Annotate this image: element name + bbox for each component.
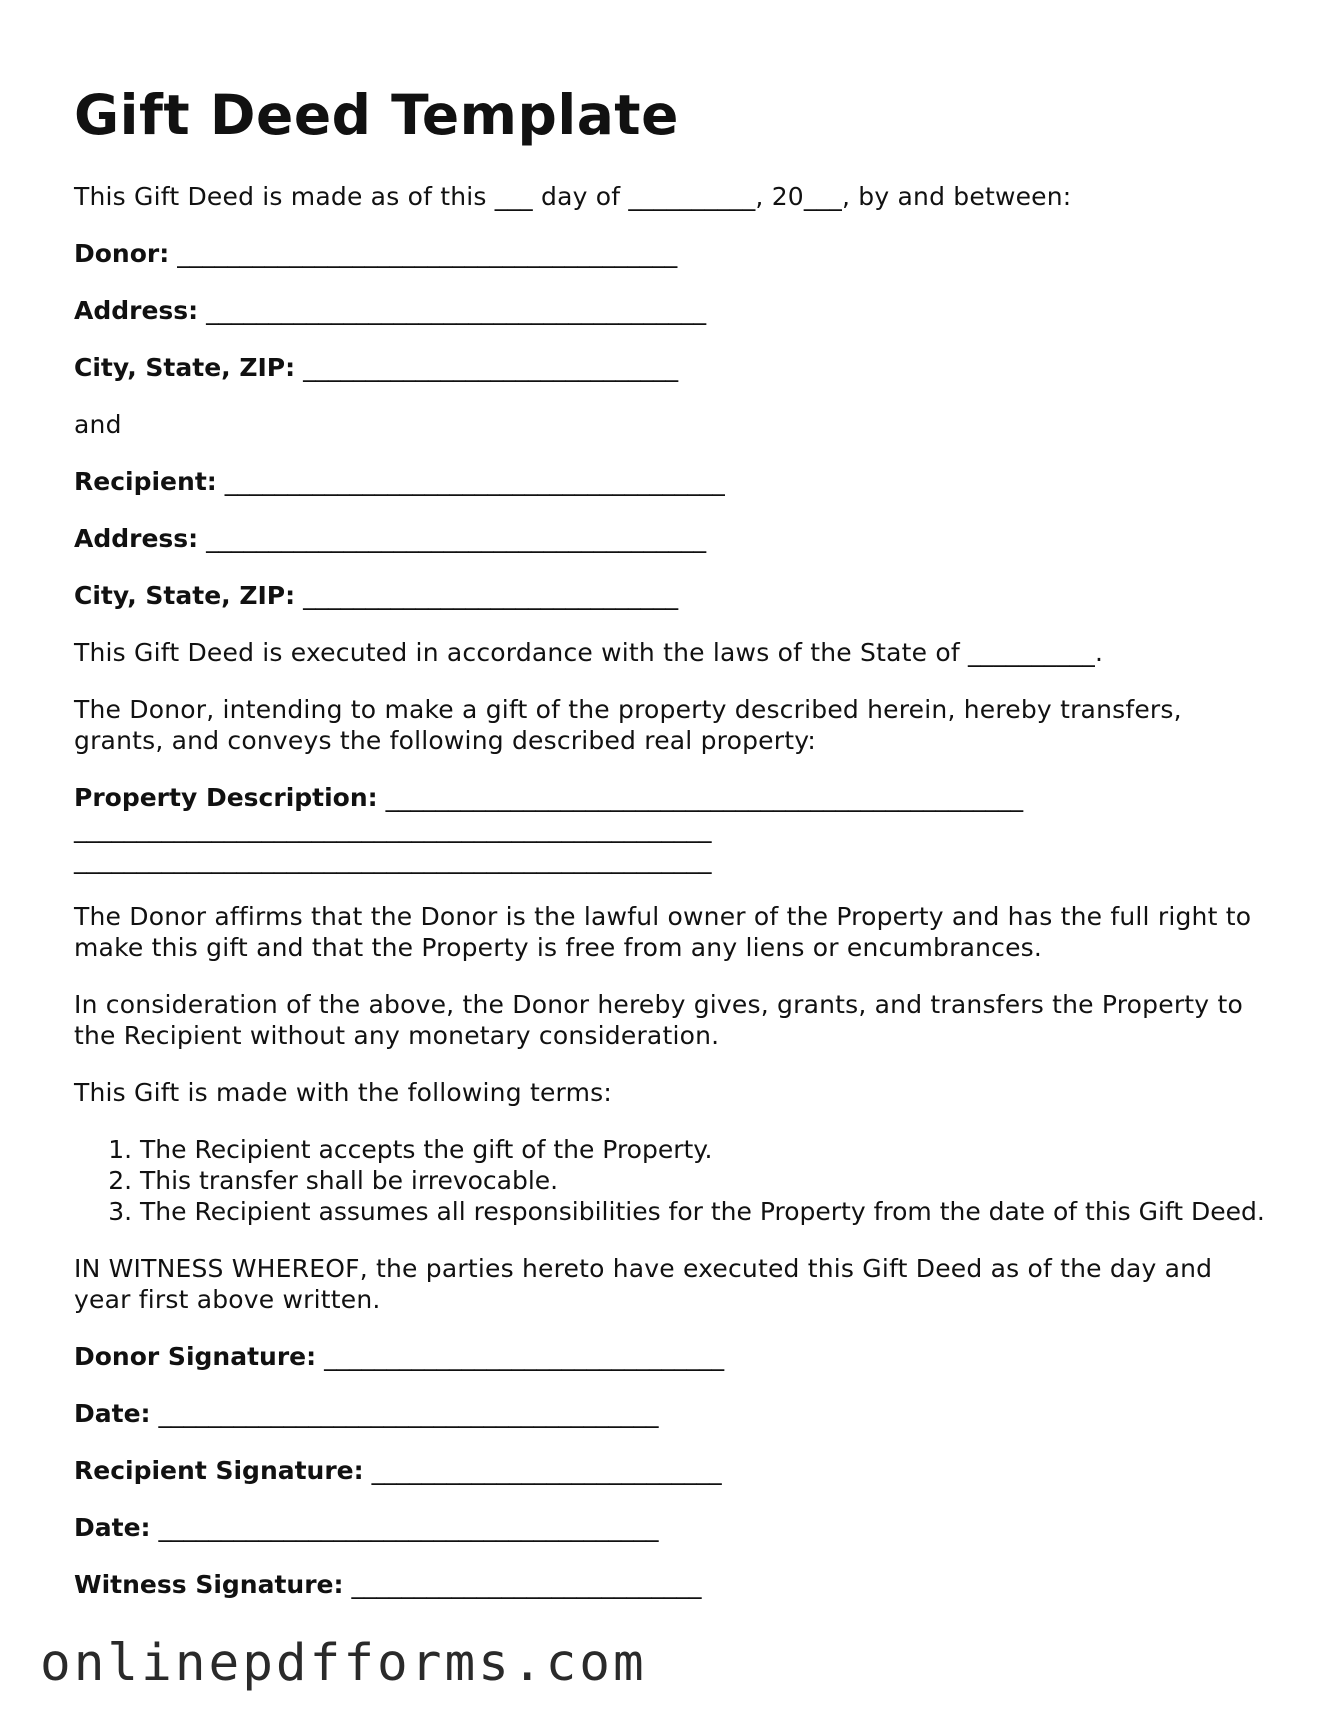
recipient-address-label: Address: — [74, 524, 199, 553]
recipient-name-field — [74, 466, 1274, 497]
consideration-clause: In consideration of the above, the Donor hereby gives, grants, and transfers the Property to the Recipient without any monetary consideration. — [74, 990, 1243, 1050]
recipient-address-blank[interactable]: ________________________________________ — [206, 524, 707, 553]
donor-name-field — [74, 238, 1274, 269]
list-item: 1. The Recipient accepts the gift of the Property. — [140, 1134, 1274, 1165]
witness-clause: IN WITNESS WHEREOF, the parties hereto have executed this Gift Deed as of the day and year first above written. — [74, 1254, 1213, 1314]
document-page — [74, 83, 1274, 1626]
witness-signature-blank[interactable]: ____________________________ — [351, 1570, 702, 1599]
donor-city-blank[interactable]: ______________________________ — [303, 353, 679, 382]
terms-intro: This Gift is made with the following terms: — [74, 1078, 612, 1107]
recipient-date-blank[interactable]: ________________________________________ — [158, 1513, 659, 1542]
recipient-city-blank[interactable]: ______________________________ — [303, 581, 679, 610]
donor-city-label: City, State, ZIP: — [74, 353, 296, 382]
recipient-signature-label: Recipient Signature: — [74, 1456, 364, 1485]
property-description-blank-3[interactable]: ___________________________________________________ — [74, 845, 712, 874]
recipient-signature-blank[interactable]: ____________________________ — [371, 1456, 722, 1485]
donor-date-field — [74, 1398, 1274, 1429]
transfer-clause: The Donor, intending to make a gift of the property described herein, hereby transfers, grants, and conveys the following described real property: — [74, 695, 1182, 755]
donor-date-blank[interactable]: ________________________________________ — [158, 1399, 659, 1428]
recipient-name-blank[interactable]: ________________________________________ — [224, 467, 725, 496]
donor-signature-label: Donor Signature: — [74, 1342, 317, 1371]
law-clause: This Gift Deed is executed in accordance with the laws of the State of __________. — [74, 638, 1104, 667]
donor-signature-field — [74, 1341, 1274, 1372]
affirm-clause: The Donor affirms that the Donor is the lawful owner of the Property and has the full right to make this gift and that the Property is free from any liens or encumbrances. — [74, 902, 1252, 962]
donor-signature-blank[interactable]: ________________________________ — [324, 1342, 725, 1371]
property-description-field — [74, 782, 1274, 813]
donor-date-label: Date: — [74, 1399, 151, 1428]
property-description-blank-2[interactable]: ___________________________________________________ — [74, 814, 712, 843]
witness-signature-label: Witness Signature: — [74, 1570, 344, 1599]
recipient-name-label: Recipient: — [74, 467, 217, 496]
recipient-signature-field — [74, 1455, 1274, 1486]
property-description-blank-1[interactable]: ___________________________________________________ — [385, 783, 1024, 812]
recipient-address-field — [74, 523, 1274, 554]
recipient-city-field — [74, 580, 1274, 611]
donor-name-blank[interactable]: ________________________________________ — [177, 239, 678, 268]
intro-paragraph: This Gift Deed is made as of this ___ day of __________, 20___, by and between: — [74, 182, 1072, 211]
terms-list — [74, 1134, 1274, 1227]
witness-signature-field — [74, 1569, 1274, 1600]
property-description-block — [74, 782, 1274, 875]
donor-address-blank[interactable]: ________________________________________ — [206, 296, 707, 325]
and-text: and — [74, 410, 122, 439]
recipient-date-label: Date: — [74, 1513, 151, 1542]
property-description-label: Property Description: — [74, 783, 378, 812]
donor-address-field — [74, 295, 1274, 326]
donor-city-field — [74, 352, 1274, 383]
page-title: Gift Deed Template — [74, 83, 679, 147]
donor-name-label: Donor: — [74, 239, 170, 268]
recipient-city-label: City, State, ZIP: — [74, 581, 296, 610]
donor-address-label: Address: — [74, 296, 199, 325]
list-item: 3. The Recipient assumes all responsibilities for the Property from the date of this Gift Deed. — [140, 1196, 1274, 1227]
list-item: 2. This transfer shall be irrevocable. — [140, 1165, 1274, 1196]
watermark: onlinepdfforms.com — [40, 1634, 647, 1693]
recipient-date-field — [74, 1512, 1274, 1543]
